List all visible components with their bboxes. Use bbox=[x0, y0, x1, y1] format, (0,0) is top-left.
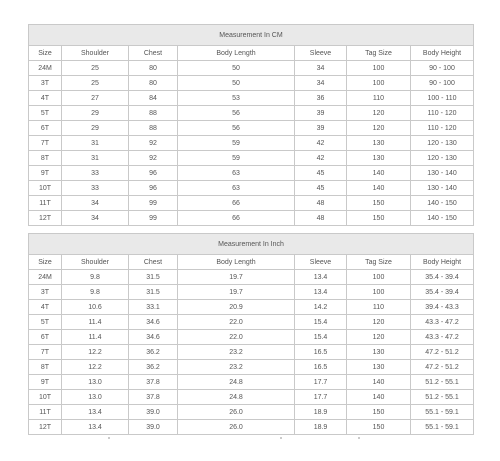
table-cell: 50 bbox=[178, 76, 295, 91]
table-cell: 110 bbox=[347, 300, 411, 315]
table-cell: 120 bbox=[347, 330, 411, 345]
table-cell: 27 bbox=[62, 91, 129, 106]
table-cell: 33 bbox=[62, 181, 129, 196]
header-row bbox=[29, 255, 474, 270]
column-header: Tag Size bbox=[347, 46, 411, 61]
table-cell: 29 bbox=[62, 106, 129, 121]
table-cell: 11T bbox=[29, 405, 62, 420]
table-cell: 20.9 bbox=[178, 300, 295, 315]
table-cell: 37.8 bbox=[129, 390, 178, 405]
table-cell: 92 bbox=[129, 136, 178, 151]
table-cell: 45 bbox=[295, 181, 347, 196]
column-header: Body Height bbox=[411, 46, 474, 61]
table-cell: 9T bbox=[29, 166, 62, 181]
header-row bbox=[29, 46, 474, 61]
column-header: Tag Size bbox=[347, 255, 411, 270]
table-cell: 39.4 - 43.3 bbox=[411, 300, 474, 315]
table-cell: 13.0 bbox=[62, 375, 129, 390]
table-cell: 34 bbox=[295, 76, 347, 91]
table-row bbox=[29, 166, 474, 181]
table-cell: 39 bbox=[295, 106, 347, 121]
table-cell: 25 bbox=[62, 61, 129, 76]
table-cell: 14.2 bbox=[295, 300, 347, 315]
column-header: Chest bbox=[129, 46, 178, 61]
table-row bbox=[29, 76, 474, 91]
table-row bbox=[29, 61, 474, 76]
table-cell: 150 bbox=[347, 405, 411, 420]
table-cell: 39.0 bbox=[129, 420, 178, 435]
table-cell: 11.4 bbox=[62, 330, 129, 345]
table-cell: 6T bbox=[29, 330, 62, 345]
table-cell: 130 - 140 bbox=[411, 166, 474, 181]
table-cell: 10T bbox=[29, 390, 62, 405]
cm-size-table bbox=[28, 24, 474, 226]
table-cell: 55.1 - 59.1 bbox=[411, 405, 474, 420]
table-cell: 8T bbox=[29, 360, 62, 375]
table-cell: 63 bbox=[178, 166, 295, 181]
inch-size-table bbox=[28, 233, 474, 435]
table-cell: 18.9 bbox=[295, 420, 347, 435]
table-cell: 10.6 bbox=[62, 300, 129, 315]
table-cell: 84 bbox=[129, 91, 178, 106]
table-cell: 13.0 bbox=[62, 390, 129, 405]
table-row bbox=[29, 315, 474, 330]
table-cell: 24M bbox=[29, 61, 62, 76]
table-cell: 34 bbox=[295, 61, 347, 76]
table-cell: 24M bbox=[29, 270, 62, 285]
table-cell: 130 bbox=[347, 360, 411, 375]
table-cell: 120 - 130 bbox=[411, 151, 474, 166]
table-cell: 37.8 bbox=[129, 375, 178, 390]
table-cell: 25 bbox=[62, 76, 129, 91]
column-header: Shoulder bbox=[62, 46, 129, 61]
table-cell: 12T bbox=[29, 211, 62, 226]
table-cell: 130 bbox=[347, 151, 411, 166]
table-cell: 31.5 bbox=[129, 285, 178, 300]
table-cell: 10T bbox=[29, 181, 62, 196]
table-cell: 110 - 120 bbox=[411, 121, 474, 136]
table-cell: 3T bbox=[29, 76, 62, 91]
table-cell: 26.0 bbox=[178, 405, 295, 420]
table-cell: 22.0 bbox=[178, 315, 295, 330]
table-cell: 120 bbox=[347, 121, 411, 136]
table-cell: 19.7 bbox=[178, 285, 295, 300]
table-cell: 140 bbox=[347, 375, 411, 390]
table-cell: 15.4 bbox=[295, 315, 347, 330]
table-cell: 130 - 140 bbox=[411, 181, 474, 196]
table-cell: 140 bbox=[347, 166, 411, 181]
table-row bbox=[29, 91, 474, 106]
table-row bbox=[29, 285, 474, 300]
table-cell: 100 bbox=[347, 76, 411, 91]
table-cell: 150 bbox=[347, 420, 411, 435]
column-header: Body Height bbox=[411, 255, 474, 270]
table-cell: 3T bbox=[29, 285, 62, 300]
table-cell: 90 - 100 bbox=[411, 61, 474, 76]
table-cell: 43.3 - 47.2 bbox=[411, 330, 474, 345]
table-row bbox=[29, 390, 474, 405]
table-cell: 88 bbox=[129, 121, 178, 136]
table-cell: 11T bbox=[29, 196, 62, 211]
table-cell: 96 bbox=[129, 166, 178, 181]
table-cell: 29 bbox=[62, 121, 129, 136]
table-cell: 7T bbox=[29, 136, 62, 151]
table-cell: 56 bbox=[178, 121, 295, 136]
table-cell: 26.0 bbox=[178, 420, 295, 435]
table-row bbox=[29, 330, 474, 345]
table-cell: 150 bbox=[347, 196, 411, 211]
table-cell: 35.4 - 39.4 bbox=[411, 270, 474, 285]
table-title: Measurement In Inch bbox=[29, 234, 474, 255]
table-cell: 12.2 bbox=[62, 345, 129, 360]
table-cell: 53 bbox=[178, 91, 295, 106]
table-cell: 100 bbox=[347, 285, 411, 300]
table-row bbox=[29, 136, 474, 151]
table-cell: 13.4 bbox=[295, 270, 347, 285]
table-cell: 99 bbox=[129, 211, 178, 226]
table-cell: 48 bbox=[295, 196, 347, 211]
divider-dot bbox=[358, 437, 360, 439]
table-cell: 66 bbox=[178, 211, 295, 226]
column-header: Body Length bbox=[178, 255, 295, 270]
table-cell: 43.3 - 47.2 bbox=[411, 315, 474, 330]
table-cell: 16.5 bbox=[295, 360, 347, 375]
table-cell: 13.4 bbox=[62, 420, 129, 435]
table-row bbox=[29, 360, 474, 375]
column-header: Sleeve bbox=[295, 255, 347, 270]
table-cell: 24.8 bbox=[178, 390, 295, 405]
table-cell: 7T bbox=[29, 345, 62, 360]
table-row bbox=[29, 405, 474, 420]
table-row bbox=[29, 151, 474, 166]
table-cell: 42 bbox=[295, 136, 347, 151]
table-cell: 47.2 - 51.2 bbox=[411, 345, 474, 360]
table-cell: 96 bbox=[129, 181, 178, 196]
table-cell: 42 bbox=[295, 151, 347, 166]
table-row bbox=[29, 375, 474, 390]
table-row bbox=[29, 196, 474, 211]
table-cell: 18.9 bbox=[295, 405, 347, 420]
table-cell: 13.4 bbox=[295, 285, 347, 300]
table-cell: 100 bbox=[347, 270, 411, 285]
table-cell: 19.7 bbox=[178, 270, 295, 285]
table-cell: 110 - 120 bbox=[411, 106, 474, 121]
table-cell: 15.4 bbox=[295, 330, 347, 345]
column-header: Shoulder bbox=[62, 255, 129, 270]
table-cell: 99 bbox=[129, 196, 178, 211]
table-cell: 9.8 bbox=[62, 285, 129, 300]
column-header: Sleeve bbox=[295, 46, 347, 61]
table-cell: 140 - 150 bbox=[411, 211, 474, 226]
table-cell: 23.2 bbox=[178, 345, 295, 360]
table-cell: 88 bbox=[129, 106, 178, 121]
table-cell: 140 - 150 bbox=[411, 196, 474, 211]
table-cell: 47.2 - 51.2 bbox=[411, 360, 474, 375]
table-cell: 150 bbox=[347, 211, 411, 226]
table-cell: 39 bbox=[295, 121, 347, 136]
table-cell: 80 bbox=[129, 76, 178, 91]
table-cell: 4T bbox=[29, 300, 62, 315]
column-header: Size bbox=[29, 255, 62, 270]
column-header: Body Length bbox=[178, 46, 295, 61]
table-row bbox=[29, 270, 474, 285]
table-row bbox=[29, 106, 474, 121]
table-cell: 4T bbox=[29, 91, 62, 106]
table-cell: 31 bbox=[62, 151, 129, 166]
table-cell: 35.4 - 39.4 bbox=[411, 285, 474, 300]
table-cell: 22.0 bbox=[178, 330, 295, 345]
table-cell: 55.1 - 59.1 bbox=[411, 420, 474, 435]
table-cell: 100 bbox=[347, 61, 411, 76]
table-cell: 120 bbox=[347, 106, 411, 121]
table-cell: 17.7 bbox=[295, 375, 347, 390]
table-row bbox=[29, 420, 474, 435]
table-cell: 51.2 - 55.1 bbox=[411, 375, 474, 390]
table-cell: 130 bbox=[347, 136, 411, 151]
table-cell: 5T bbox=[29, 106, 62, 121]
table-cell: 24.8 bbox=[178, 375, 295, 390]
table-cell: 9T bbox=[29, 375, 62, 390]
table-cell: 92 bbox=[129, 151, 178, 166]
table-cell: 45 bbox=[295, 166, 347, 181]
table-cell: 5T bbox=[29, 315, 62, 330]
table-cell: 33 bbox=[62, 166, 129, 181]
table-cell: 36.2 bbox=[129, 360, 178, 375]
table-cell: 33.1 bbox=[129, 300, 178, 315]
table-cell: 100 - 110 bbox=[411, 91, 474, 106]
table-cell: 16.5 bbox=[295, 345, 347, 360]
table-title: Measurement In CM bbox=[29, 25, 474, 46]
table-cell: 6T bbox=[29, 121, 62, 136]
table-cell: 8T bbox=[29, 151, 62, 166]
table-cell: 17.7 bbox=[295, 390, 347, 405]
table-cell: 31.5 bbox=[129, 270, 178, 285]
table-cell: 13.4 bbox=[62, 405, 129, 420]
column-header: Size bbox=[29, 46, 62, 61]
table-row bbox=[29, 181, 474, 196]
divider-dot bbox=[108, 437, 110, 439]
table-cell: 120 - 130 bbox=[411, 136, 474, 151]
table-cell: 36 bbox=[295, 91, 347, 106]
table-cell: 130 bbox=[347, 345, 411, 360]
table-cell: 9.8 bbox=[62, 270, 129, 285]
bottom-edge-marks bbox=[28, 437, 473, 441]
table-cell: 39.0 bbox=[129, 405, 178, 420]
table-row bbox=[29, 211, 474, 226]
table-cell: 12T bbox=[29, 420, 62, 435]
table-cell: 34 bbox=[62, 211, 129, 226]
table-cell: 140 bbox=[347, 181, 411, 196]
table-row bbox=[29, 300, 474, 315]
table-cell: 51.2 - 55.1 bbox=[411, 390, 474, 405]
table-cell: 11.4 bbox=[62, 315, 129, 330]
divider-dot bbox=[280, 437, 282, 439]
table-cell: 23.2 bbox=[178, 360, 295, 375]
table-cell: 48 bbox=[295, 211, 347, 226]
table-cell: 56 bbox=[178, 106, 295, 121]
table-cell: 63 bbox=[178, 181, 295, 196]
table-row bbox=[29, 345, 474, 360]
table-cell: 59 bbox=[178, 136, 295, 151]
table-cell: 12.2 bbox=[62, 360, 129, 375]
table-cell: 34 bbox=[62, 196, 129, 211]
column-header: Chest bbox=[129, 255, 178, 270]
table-cell: 36.2 bbox=[129, 345, 178, 360]
table-cell: 34.6 bbox=[129, 330, 178, 345]
table-cell: 80 bbox=[129, 61, 178, 76]
table-cell: 90 - 100 bbox=[411, 76, 474, 91]
table-cell: 120 bbox=[347, 315, 411, 330]
table-row bbox=[29, 121, 474, 136]
table-cell: 140 bbox=[347, 390, 411, 405]
table-cell: 59 bbox=[178, 151, 295, 166]
table-cell: 110 bbox=[347, 91, 411, 106]
table-cell: 66 bbox=[178, 196, 295, 211]
table-cell: 34.6 bbox=[129, 315, 178, 330]
table-cell: 50 bbox=[178, 61, 295, 76]
table-cell: 31 bbox=[62, 136, 129, 151]
